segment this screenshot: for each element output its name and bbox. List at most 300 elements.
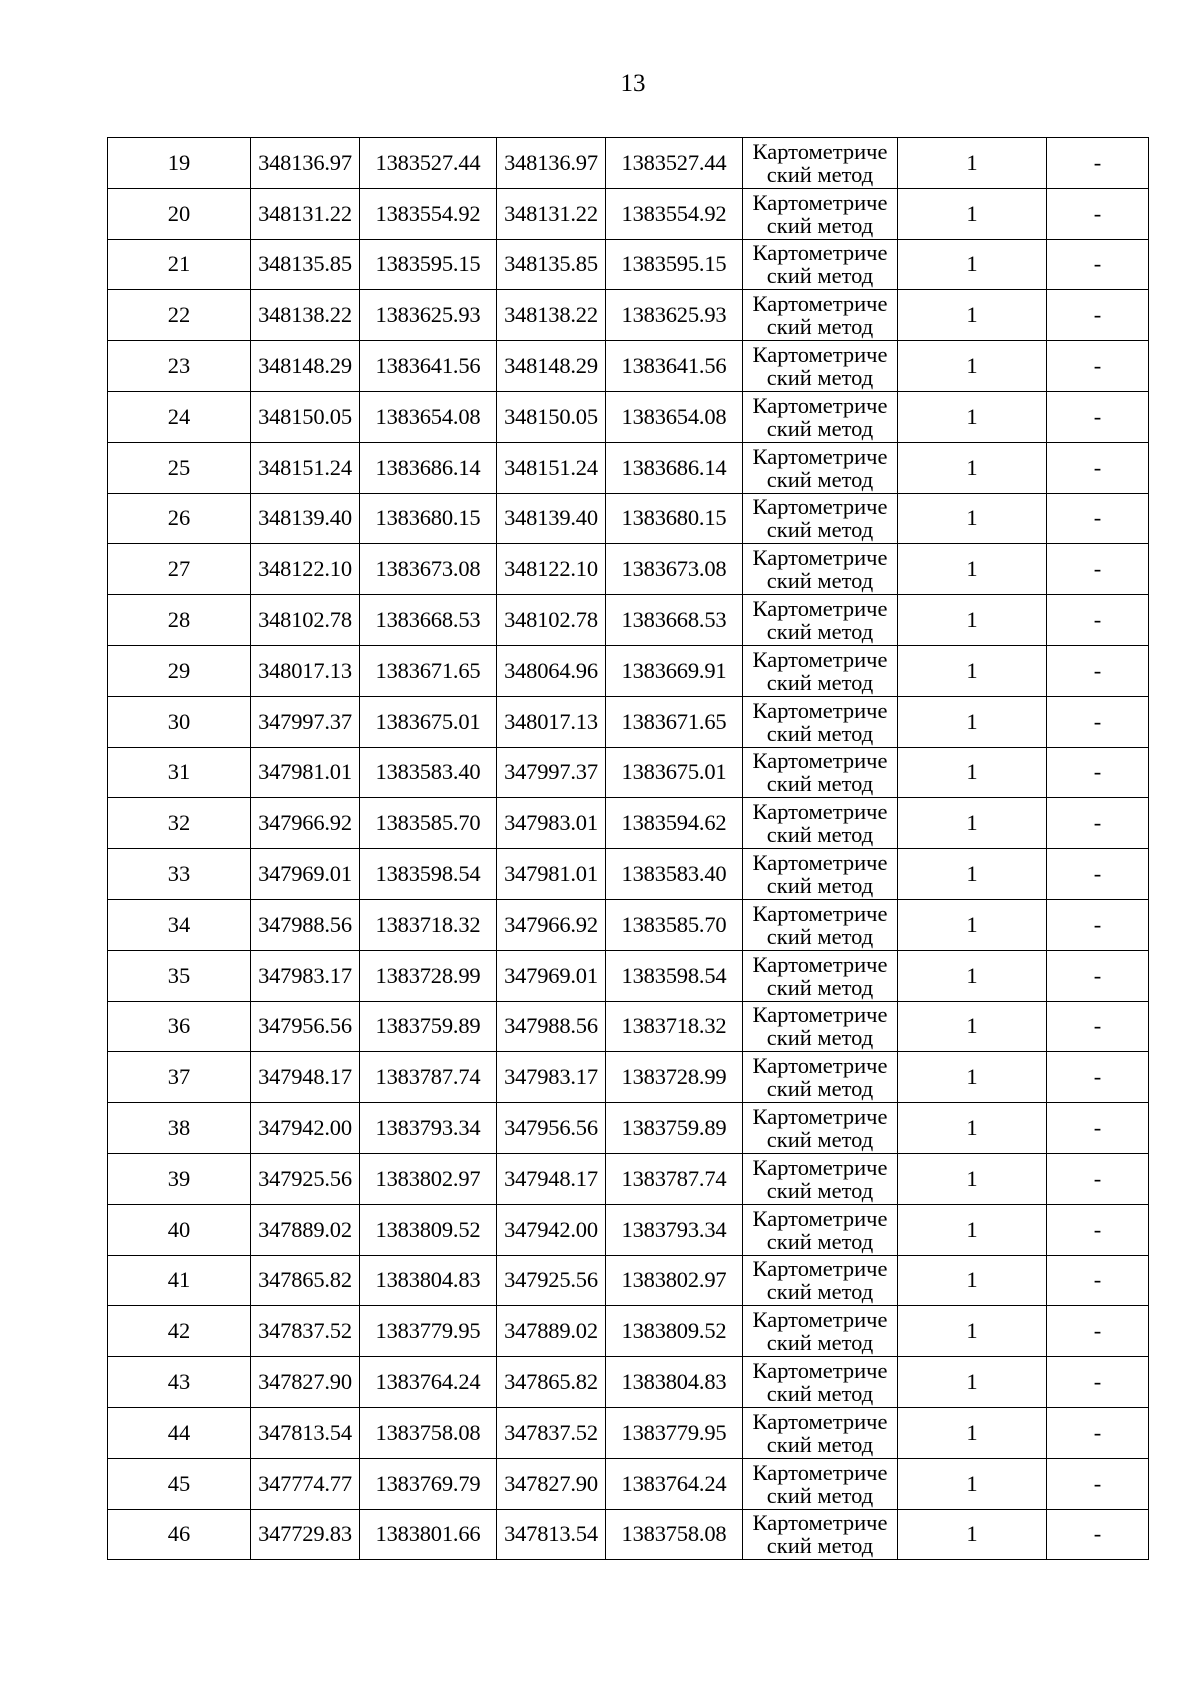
table-row bbox=[108, 290, 1149, 341]
previous-y-coordinate-cell: 1383554.92 bbox=[606, 188, 743, 239]
point-number-cell: 29 bbox=[108, 645, 251, 696]
previous-y-coordinate-cell: 1383675.01 bbox=[606, 747, 743, 798]
note-cell: - bbox=[1047, 1255, 1149, 1306]
accuracy-cell: 1 bbox=[898, 188, 1047, 239]
table-row bbox=[108, 493, 1149, 544]
y-coordinate-cell: 1383686.14 bbox=[360, 442, 497, 493]
x-coordinate-cell: 348131.22 bbox=[251, 188, 360, 239]
accuracy-cell: 1 bbox=[898, 849, 1047, 900]
method-cell bbox=[743, 290, 898, 341]
accuracy-cell: 1 bbox=[898, 899, 1047, 950]
x-coordinate-cell: 348138.22 bbox=[251, 290, 360, 341]
x-coordinate-cell: 347729.83 bbox=[251, 1509, 360, 1560]
table-row bbox=[108, 595, 1149, 646]
point-number-cell: 35 bbox=[108, 950, 251, 1001]
x-coordinate-cell: 347981.01 bbox=[251, 747, 360, 798]
previous-x-coordinate-cell: 348064.96 bbox=[497, 645, 606, 696]
y-coordinate-cell: 1383673.08 bbox=[360, 544, 497, 595]
accuracy-cell: 1 bbox=[898, 290, 1047, 341]
previous-x-coordinate-cell: 348136.97 bbox=[497, 138, 606, 189]
x-coordinate-cell: 347813.54 bbox=[251, 1407, 360, 1458]
previous-y-coordinate-cell: 1383759.89 bbox=[606, 1103, 743, 1154]
method-line-1: Картометриче bbox=[752, 1154, 888, 1180]
previous-x-coordinate-cell: 348139.40 bbox=[497, 493, 606, 544]
y-coordinate-cell: 1383769.79 bbox=[360, 1458, 497, 1509]
y-coordinate-cell: 1383764.24 bbox=[360, 1357, 497, 1408]
previous-y-coordinate-cell: 1383625.93 bbox=[606, 290, 743, 341]
method-line-2: ский метод bbox=[766, 771, 874, 797]
point-number-cell: 26 bbox=[108, 493, 251, 544]
y-coordinate-cell: 1383802.97 bbox=[360, 1153, 497, 1204]
accuracy-cell: 1 bbox=[898, 1255, 1047, 1306]
previous-x-coordinate-cell: 347813.54 bbox=[497, 1509, 606, 1560]
coordinates-table bbox=[107, 137, 1149, 1560]
method-line-1: Картометриче bbox=[752, 545, 888, 571]
previous-y-coordinate-cell: 1383802.97 bbox=[606, 1255, 743, 1306]
y-coordinate-cell: 1383804.83 bbox=[360, 1255, 497, 1306]
accuracy-cell: 1 bbox=[898, 1204, 1047, 1255]
method-line-2: ский метод bbox=[766, 161, 874, 187]
table-row bbox=[108, 138, 1149, 189]
method-line-2: ский метод bbox=[766, 1330, 874, 1356]
table-row bbox=[108, 696, 1149, 747]
method-line-1: Картометриче bbox=[752, 494, 888, 520]
y-coordinate-cell: 1383787.74 bbox=[360, 1052, 497, 1103]
accuracy-cell: 1 bbox=[898, 798, 1047, 849]
accuracy-cell: 1 bbox=[898, 1153, 1047, 1204]
previous-x-coordinate-cell: 348150.05 bbox=[497, 391, 606, 442]
x-coordinate-cell: 348139.40 bbox=[251, 493, 360, 544]
previous-y-coordinate-cell: 1383793.34 bbox=[606, 1204, 743, 1255]
y-coordinate-cell: 1383718.32 bbox=[360, 899, 497, 950]
previous-y-coordinate-cell: 1383654.08 bbox=[606, 391, 743, 442]
method-line-2: ский метод bbox=[766, 1279, 874, 1305]
note-cell: - bbox=[1047, 1357, 1149, 1408]
accuracy-cell: 1 bbox=[898, 1509, 1047, 1560]
table-row bbox=[108, 1103, 1149, 1154]
note-cell: - bbox=[1047, 544, 1149, 595]
method-cell bbox=[743, 493, 898, 544]
table-row bbox=[108, 950, 1149, 1001]
method-cell bbox=[743, 1204, 898, 1255]
table-row bbox=[108, 899, 1149, 950]
y-coordinate-cell: 1383583.40 bbox=[360, 747, 497, 798]
point-number-cell: 33 bbox=[108, 849, 251, 900]
accuracy-cell: 1 bbox=[898, 544, 1047, 595]
previous-y-coordinate-cell: 1383595.15 bbox=[606, 239, 743, 290]
method-cell bbox=[743, 1509, 898, 1560]
method-line-2: ский метод bbox=[766, 314, 874, 340]
previous-y-coordinate-cell: 1383779.95 bbox=[606, 1407, 743, 1458]
table-row bbox=[108, 1204, 1149, 1255]
x-coordinate-cell: 347997.37 bbox=[251, 696, 360, 747]
y-coordinate-cell: 1383668.53 bbox=[360, 595, 497, 646]
table-row bbox=[108, 747, 1149, 798]
x-coordinate-cell: 347969.01 bbox=[251, 849, 360, 900]
previous-x-coordinate-cell: 347889.02 bbox=[497, 1306, 606, 1357]
x-coordinate-cell: 348122.10 bbox=[251, 544, 360, 595]
previous-x-coordinate-cell: 347983.17 bbox=[497, 1052, 606, 1103]
method-line-1: Картометриче bbox=[752, 697, 888, 723]
table-row bbox=[108, 341, 1149, 392]
note-cell: - bbox=[1047, 1306, 1149, 1357]
point-number-cell: 46 bbox=[108, 1509, 251, 1560]
method-line-1: Картометриче bbox=[752, 850, 888, 876]
accuracy-cell: 1 bbox=[898, 493, 1047, 544]
previous-x-coordinate-cell: 347837.52 bbox=[497, 1407, 606, 1458]
method-cell bbox=[743, 1407, 898, 1458]
method-cell bbox=[743, 696, 898, 747]
method-cell bbox=[743, 950, 898, 1001]
method-line-2: ский метод bbox=[766, 1228, 874, 1254]
previous-x-coordinate-cell: 348148.29 bbox=[497, 341, 606, 392]
method-line-2: ский метод bbox=[766, 365, 874, 391]
accuracy-cell: 1 bbox=[898, 1103, 1047, 1154]
y-coordinate-cell: 1383595.15 bbox=[360, 239, 497, 290]
x-coordinate-cell: 347827.90 bbox=[251, 1357, 360, 1408]
accuracy-cell: 1 bbox=[898, 1052, 1047, 1103]
method-line-1: Картометриче bbox=[752, 799, 888, 825]
previous-y-coordinate-cell: 1383527.44 bbox=[606, 138, 743, 189]
method-line-1: Картометриче bbox=[752, 1104, 888, 1130]
method-line-1: Картометриче bbox=[752, 443, 888, 469]
method-line-2: ский метод bbox=[766, 466, 874, 492]
method-cell bbox=[743, 138, 898, 189]
method-line-1: Картометриче bbox=[752, 342, 888, 368]
previous-x-coordinate-cell: 348122.10 bbox=[497, 544, 606, 595]
table-row bbox=[108, 1407, 1149, 1458]
y-coordinate-cell: 1383758.08 bbox=[360, 1407, 497, 1458]
table-row bbox=[108, 798, 1149, 849]
accuracy-cell: 1 bbox=[898, 950, 1047, 1001]
x-coordinate-cell: 348136.97 bbox=[251, 138, 360, 189]
x-coordinate-cell: 348102.78 bbox=[251, 595, 360, 646]
previous-x-coordinate-cell: 347966.92 bbox=[497, 899, 606, 950]
point-number-cell: 40 bbox=[108, 1204, 251, 1255]
accuracy-cell: 1 bbox=[898, 645, 1047, 696]
note-cell: - bbox=[1047, 1153, 1149, 1204]
table-row bbox=[108, 239, 1149, 290]
table-row bbox=[108, 544, 1149, 595]
accuracy-cell: 1 bbox=[898, 1306, 1047, 1357]
method-line-2: ский метод bbox=[766, 822, 874, 848]
previous-y-coordinate-cell: 1383583.40 bbox=[606, 849, 743, 900]
method-cell bbox=[743, 1357, 898, 1408]
method-cell bbox=[743, 595, 898, 646]
note-cell: - bbox=[1047, 1204, 1149, 1255]
method-line-2: ский метод bbox=[766, 415, 874, 441]
y-coordinate-cell: 1383527.44 bbox=[360, 138, 497, 189]
method-line-1: Картометриче bbox=[752, 900, 888, 926]
table-row bbox=[108, 442, 1149, 493]
method-line-1: Картометриче bbox=[752, 1510, 888, 1536]
previous-x-coordinate-cell: 347827.90 bbox=[497, 1458, 606, 1509]
method-cell bbox=[743, 239, 898, 290]
note-cell: - bbox=[1047, 1103, 1149, 1154]
x-coordinate-cell: 347988.56 bbox=[251, 899, 360, 950]
y-coordinate-cell: 1383809.52 bbox=[360, 1204, 497, 1255]
previous-x-coordinate-cell: 348131.22 bbox=[497, 188, 606, 239]
y-coordinate-cell: 1383654.08 bbox=[360, 391, 497, 442]
y-coordinate-cell: 1383554.92 bbox=[360, 188, 497, 239]
y-coordinate-cell: 1383585.70 bbox=[360, 798, 497, 849]
previous-x-coordinate-cell: 347983.01 bbox=[497, 798, 606, 849]
x-coordinate-cell: 347925.56 bbox=[251, 1153, 360, 1204]
previous-x-coordinate-cell: 348135.85 bbox=[497, 239, 606, 290]
previous-x-coordinate-cell: 347981.01 bbox=[497, 849, 606, 900]
coordinates-table-body bbox=[108, 138, 1149, 1560]
table-row bbox=[108, 1001, 1149, 1052]
note-cell: - bbox=[1047, 138, 1149, 189]
point-number-cell: 31 bbox=[108, 747, 251, 798]
note-cell: - bbox=[1047, 239, 1149, 290]
note-cell: - bbox=[1047, 899, 1149, 950]
method-line-2: ский метод bbox=[766, 923, 874, 949]
previous-x-coordinate-cell: 347988.56 bbox=[497, 1001, 606, 1052]
method-line-2: ский метод bbox=[766, 669, 874, 695]
note-cell: - bbox=[1047, 1001, 1149, 1052]
previous-y-coordinate-cell: 1383758.08 bbox=[606, 1509, 743, 1560]
table-row bbox=[108, 188, 1149, 239]
method-line-2: ский метод bbox=[766, 212, 874, 238]
accuracy-cell: 1 bbox=[898, 391, 1047, 442]
previous-x-coordinate-cell: 347997.37 bbox=[497, 747, 606, 798]
method-line-1: Картометриче bbox=[752, 1205, 888, 1231]
method-line-2: ский метод bbox=[766, 1127, 874, 1153]
y-coordinate-cell: 1383728.99 bbox=[360, 950, 497, 1001]
note-cell: - bbox=[1047, 645, 1149, 696]
note-cell: - bbox=[1047, 747, 1149, 798]
table-row bbox=[108, 849, 1149, 900]
method-cell bbox=[743, 1001, 898, 1052]
previous-y-coordinate-cell: 1383804.83 bbox=[606, 1357, 743, 1408]
previous-x-coordinate-cell: 348138.22 bbox=[497, 290, 606, 341]
previous-y-coordinate-cell: 1383787.74 bbox=[606, 1153, 743, 1204]
accuracy-cell: 1 bbox=[898, 442, 1047, 493]
method-cell bbox=[743, 747, 898, 798]
note-cell: - bbox=[1047, 341, 1149, 392]
method-line-2: ский метод bbox=[766, 1381, 874, 1407]
note-cell: - bbox=[1047, 290, 1149, 341]
previous-y-coordinate-cell: 1383680.15 bbox=[606, 493, 743, 544]
method-line-1: Картометриче bbox=[752, 646, 888, 672]
method-line-2: ский метод bbox=[766, 619, 874, 645]
point-number-cell: 22 bbox=[108, 290, 251, 341]
method-line-2: ский метод bbox=[766, 1482, 874, 1508]
x-coordinate-cell: 348017.13 bbox=[251, 645, 360, 696]
method-cell bbox=[743, 544, 898, 595]
x-coordinate-cell: 347865.82 bbox=[251, 1255, 360, 1306]
table-row bbox=[108, 1052, 1149, 1103]
method-line-2: ский метод bbox=[766, 720, 874, 746]
method-cell bbox=[743, 798, 898, 849]
previous-y-coordinate-cell: 1383686.14 bbox=[606, 442, 743, 493]
x-coordinate-cell: 347956.56 bbox=[251, 1001, 360, 1052]
method-line-1: Картометриче bbox=[752, 596, 888, 622]
point-number-cell: 38 bbox=[108, 1103, 251, 1154]
point-number-cell: 34 bbox=[108, 899, 251, 950]
y-coordinate-cell: 1383801.66 bbox=[360, 1509, 497, 1560]
method-line-1: Картометриче bbox=[752, 1002, 888, 1028]
x-coordinate-cell: 348150.05 bbox=[251, 391, 360, 442]
method-line-2: ский метод bbox=[766, 517, 874, 543]
method-cell bbox=[743, 442, 898, 493]
method-line-2: ский метод bbox=[766, 1533, 874, 1559]
method-line-1: Картометриче bbox=[752, 1358, 888, 1384]
method-line-1: Картометриче bbox=[752, 189, 888, 215]
previous-x-coordinate-cell: 347948.17 bbox=[497, 1153, 606, 1204]
table-row bbox=[108, 1153, 1149, 1204]
note-cell: - bbox=[1047, 1509, 1149, 1560]
point-number-cell: 36 bbox=[108, 1001, 251, 1052]
x-coordinate-cell: 348135.85 bbox=[251, 239, 360, 290]
note-cell: - bbox=[1047, 442, 1149, 493]
previous-x-coordinate-cell: 347956.56 bbox=[497, 1103, 606, 1154]
note-cell: - bbox=[1047, 595, 1149, 646]
method-line-1: Картометриче bbox=[752, 291, 888, 317]
previous-x-coordinate-cell: 347942.00 bbox=[497, 1204, 606, 1255]
table-row bbox=[108, 1255, 1149, 1306]
accuracy-cell: 1 bbox=[898, 239, 1047, 290]
method-line-2: ский метод bbox=[766, 974, 874, 1000]
method-line-2: ский метод bbox=[766, 1025, 874, 1051]
previous-x-coordinate-cell: 348102.78 bbox=[497, 595, 606, 646]
x-coordinate-cell: 348148.29 bbox=[251, 341, 360, 392]
previous-y-coordinate-cell: 1383673.08 bbox=[606, 544, 743, 595]
method-line-2: ский метод bbox=[766, 873, 874, 899]
method-cell bbox=[743, 899, 898, 950]
previous-x-coordinate-cell: 347969.01 bbox=[497, 950, 606, 1001]
point-number-cell: 21 bbox=[108, 239, 251, 290]
method-line-2: ский метод bbox=[766, 1076, 874, 1102]
accuracy-cell: 1 bbox=[898, 747, 1047, 798]
method-line-1: Картометриче bbox=[752, 748, 888, 774]
accuracy-cell: 1 bbox=[898, 1458, 1047, 1509]
point-number-cell: 19 bbox=[108, 138, 251, 189]
table-row bbox=[108, 645, 1149, 696]
method-cell bbox=[743, 1052, 898, 1103]
method-cell bbox=[743, 645, 898, 696]
method-line-1: Картометриче bbox=[752, 138, 888, 164]
x-coordinate-cell: 347889.02 bbox=[251, 1204, 360, 1255]
method-cell bbox=[743, 1255, 898, 1306]
accuracy-cell: 1 bbox=[898, 341, 1047, 392]
point-number-cell: 23 bbox=[108, 341, 251, 392]
method-line-1: Картометриче bbox=[752, 240, 888, 266]
x-coordinate-cell: 347966.92 bbox=[251, 798, 360, 849]
method-cell bbox=[743, 391, 898, 442]
accuracy-cell: 1 bbox=[898, 1407, 1047, 1458]
note-cell: - bbox=[1047, 493, 1149, 544]
previous-y-coordinate-cell: 1383585.70 bbox=[606, 899, 743, 950]
y-coordinate-cell: 1383625.93 bbox=[360, 290, 497, 341]
x-coordinate-cell: 347774.77 bbox=[251, 1458, 360, 1509]
point-number-cell: 25 bbox=[108, 442, 251, 493]
method-line-1: Картометриче bbox=[752, 1408, 888, 1434]
note-cell: - bbox=[1047, 950, 1149, 1001]
point-number-cell: 27 bbox=[108, 544, 251, 595]
note-cell: - bbox=[1047, 188, 1149, 239]
y-coordinate-cell: 1383598.54 bbox=[360, 849, 497, 900]
previous-y-coordinate-cell: 1383718.32 bbox=[606, 1001, 743, 1052]
method-line-1: Картометриче bbox=[752, 392, 888, 418]
previous-x-coordinate-cell: 348017.13 bbox=[497, 696, 606, 747]
previous-y-coordinate-cell: 1383669.91 bbox=[606, 645, 743, 696]
note-cell: - bbox=[1047, 391, 1149, 442]
point-number-cell: 44 bbox=[108, 1407, 251, 1458]
x-coordinate-cell: 347983.17 bbox=[251, 950, 360, 1001]
method-line-1: Картометриче bbox=[752, 1053, 888, 1079]
point-number-cell: 32 bbox=[108, 798, 251, 849]
y-coordinate-cell: 1383680.15 bbox=[360, 493, 497, 544]
method-cell bbox=[743, 1458, 898, 1509]
method-cell bbox=[743, 188, 898, 239]
note-cell: - bbox=[1047, 1052, 1149, 1103]
point-number-cell: 37 bbox=[108, 1052, 251, 1103]
method-line-2: ский метод bbox=[766, 263, 874, 289]
table-row bbox=[108, 391, 1149, 442]
accuracy-cell: 1 bbox=[898, 1001, 1047, 1052]
accuracy-cell: 1 bbox=[898, 595, 1047, 646]
method-cell bbox=[743, 1103, 898, 1154]
previous-y-coordinate-cell: 1383641.56 bbox=[606, 341, 743, 392]
previous-x-coordinate-cell: 348151.24 bbox=[497, 442, 606, 493]
previous-y-coordinate-cell: 1383594.62 bbox=[606, 798, 743, 849]
previous-y-coordinate-cell: 1383728.99 bbox=[606, 1052, 743, 1103]
x-coordinate-cell: 347948.17 bbox=[251, 1052, 360, 1103]
accuracy-cell: 1 bbox=[898, 138, 1047, 189]
y-coordinate-cell: 1383675.01 bbox=[360, 696, 497, 747]
x-coordinate-cell: 347942.00 bbox=[251, 1103, 360, 1154]
table-row bbox=[108, 1509, 1149, 1560]
accuracy-cell: 1 bbox=[898, 1357, 1047, 1408]
method-line-1: Картометриче bbox=[752, 1307, 888, 1333]
method-line-2: ский метод bbox=[766, 568, 874, 594]
previous-y-coordinate-cell: 1383809.52 bbox=[606, 1306, 743, 1357]
y-coordinate-cell: 1383759.89 bbox=[360, 1001, 497, 1052]
method-line-1: Картометриче bbox=[752, 951, 888, 977]
page-number: 13 bbox=[620, 70, 646, 97]
note-cell: - bbox=[1047, 1458, 1149, 1509]
y-coordinate-cell: 1383793.34 bbox=[360, 1103, 497, 1154]
method-cell bbox=[743, 849, 898, 900]
point-number-cell: 28 bbox=[108, 595, 251, 646]
x-coordinate-cell: 348151.24 bbox=[251, 442, 360, 493]
point-number-cell: 41 bbox=[108, 1255, 251, 1306]
previous-y-coordinate-cell: 1383764.24 bbox=[606, 1458, 743, 1509]
table-row bbox=[108, 1458, 1149, 1509]
point-number-cell: 39 bbox=[108, 1153, 251, 1204]
method-cell bbox=[743, 1306, 898, 1357]
y-coordinate-cell: 1383641.56 bbox=[360, 341, 497, 392]
note-cell: - bbox=[1047, 696, 1149, 747]
method-line-2: ский метод bbox=[766, 1431, 874, 1457]
y-coordinate-cell: 1383779.95 bbox=[360, 1306, 497, 1357]
point-number-cell: 30 bbox=[108, 696, 251, 747]
method-line-2: ский метод bbox=[766, 1177, 874, 1203]
table-row bbox=[108, 1357, 1149, 1408]
previous-y-coordinate-cell: 1383671.65 bbox=[606, 696, 743, 747]
point-number-cell: 45 bbox=[108, 1458, 251, 1509]
method-cell bbox=[743, 341, 898, 392]
previous-x-coordinate-cell: 347865.82 bbox=[497, 1357, 606, 1408]
note-cell: - bbox=[1047, 1407, 1149, 1458]
point-number-cell: 43 bbox=[108, 1357, 251, 1408]
method-line-1: Картометриче bbox=[752, 1459, 888, 1485]
note-cell: - bbox=[1047, 849, 1149, 900]
note-cell: - bbox=[1047, 798, 1149, 849]
point-number-cell: 42 bbox=[108, 1306, 251, 1357]
